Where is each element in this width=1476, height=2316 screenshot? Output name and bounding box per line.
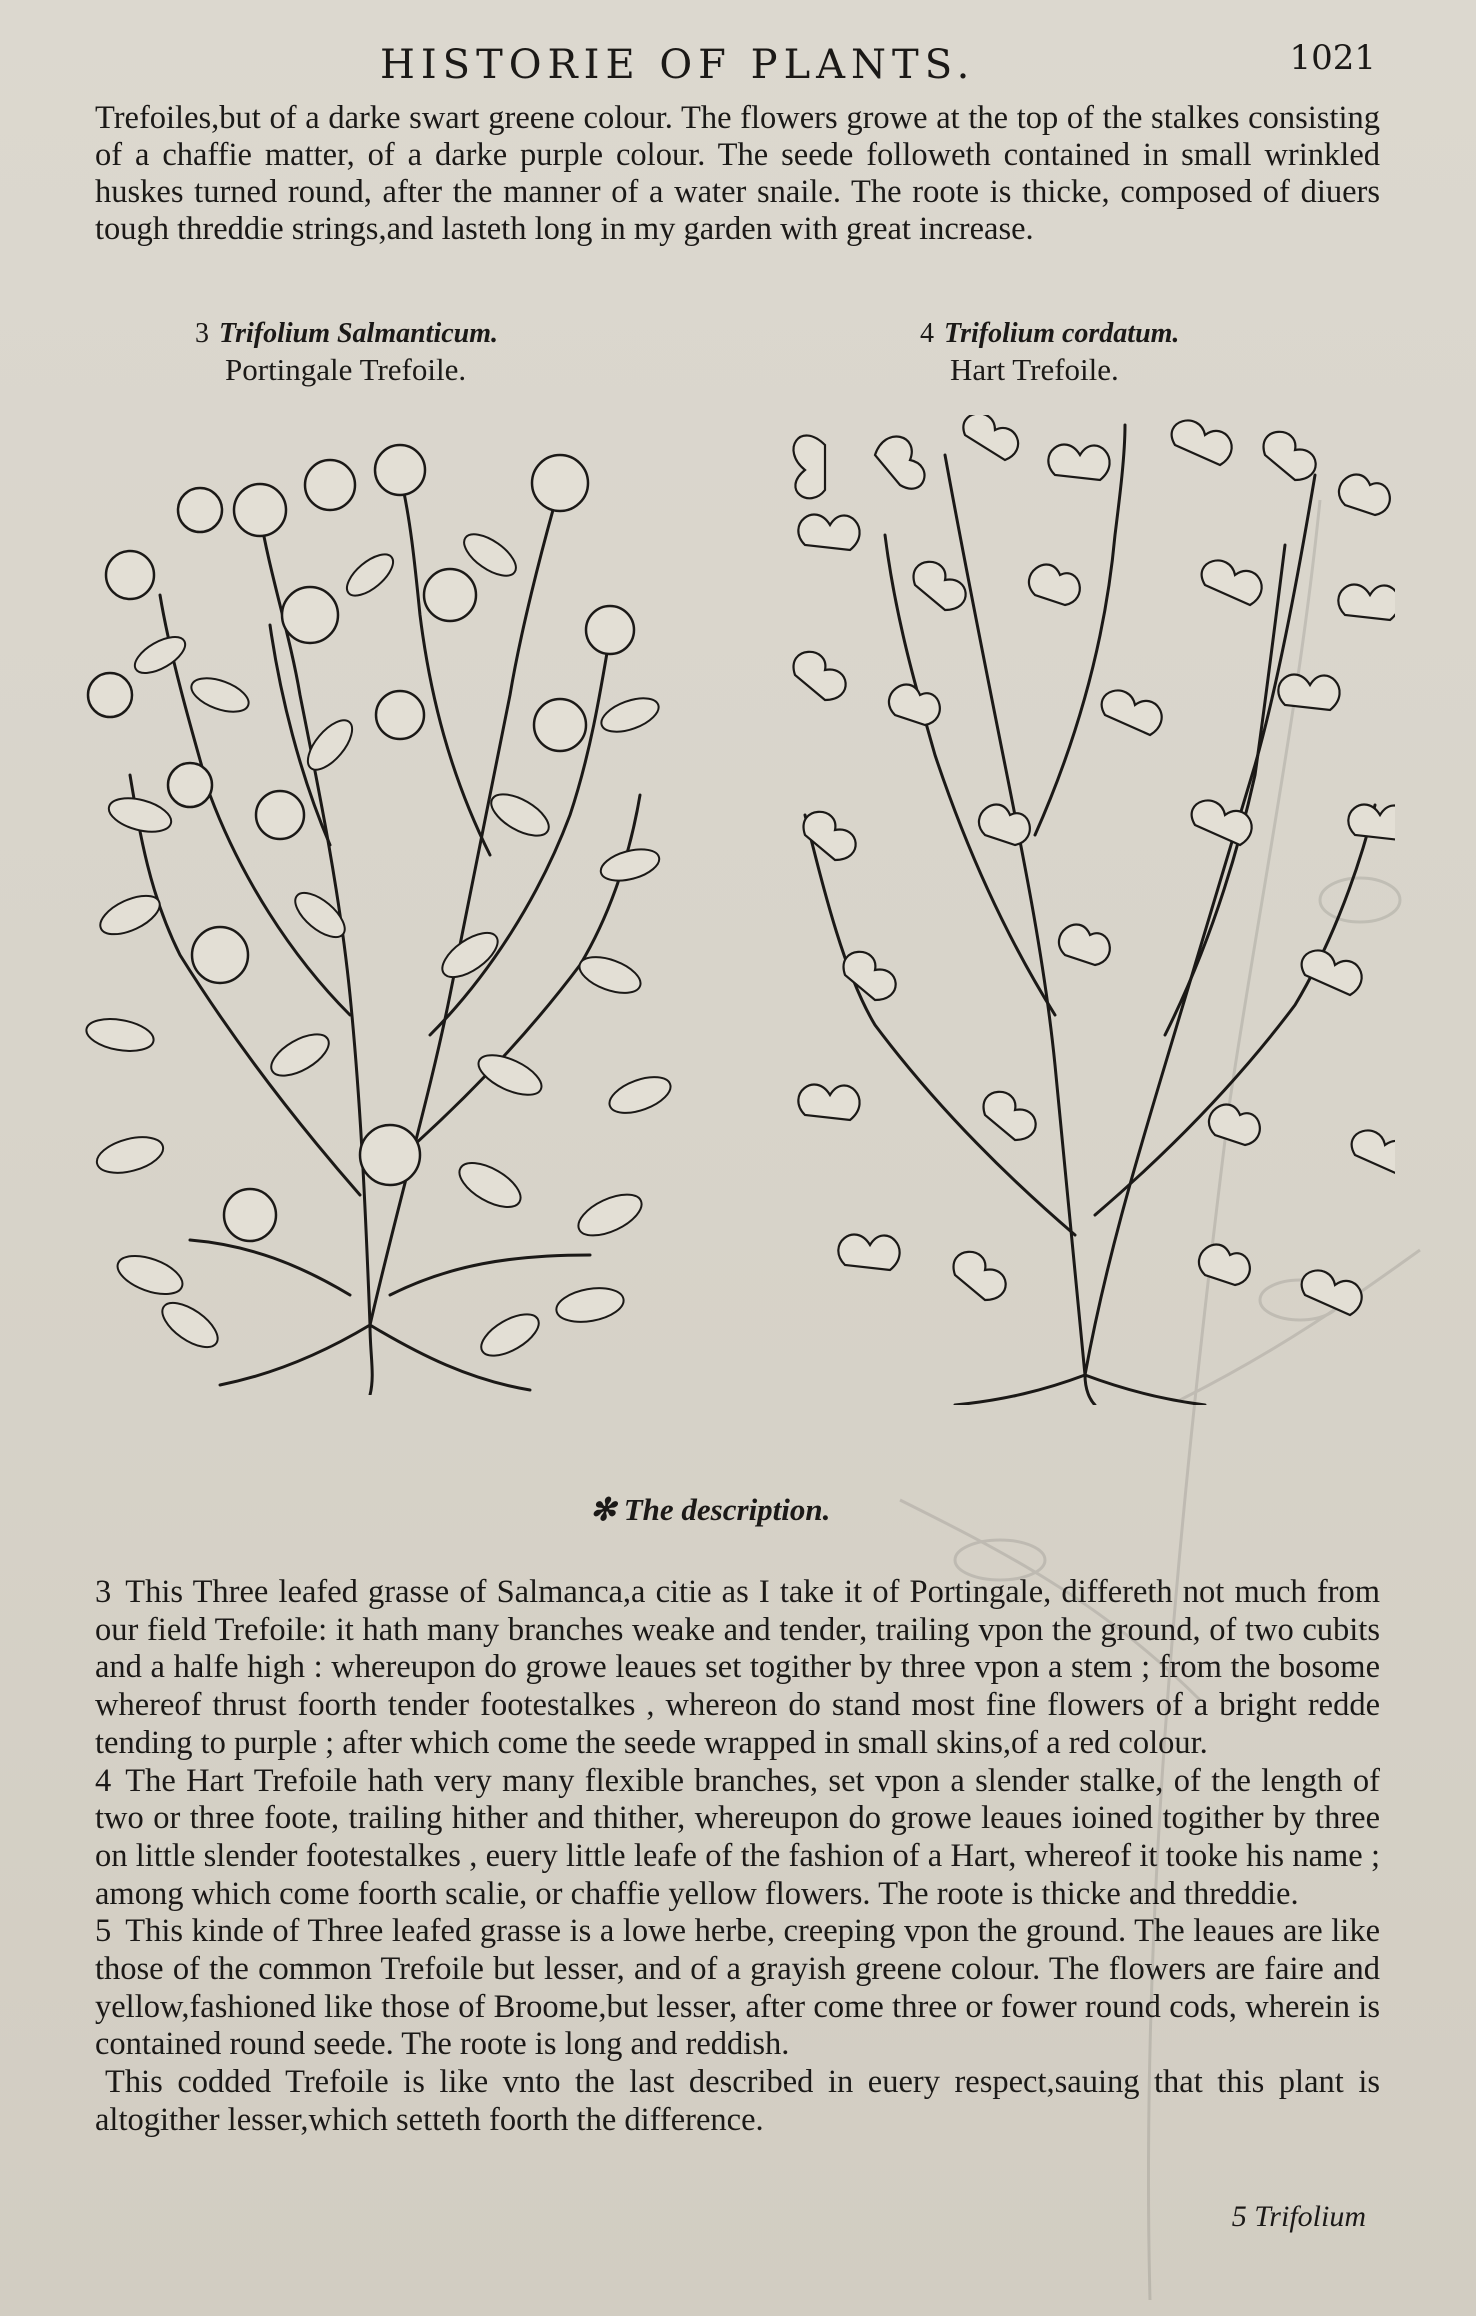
description-paragraph xyxy=(95,2064,1380,2139)
catchword: 5 Trifolium xyxy=(1231,2200,1366,2233)
paragraph-number: 3 xyxy=(95,1574,112,1610)
figure-common-name: Hart Trefoile. xyxy=(950,352,1119,387)
page-header xyxy=(0,38,1476,98)
section-heading: ✻ The description. xyxy=(590,1492,831,1527)
description-text xyxy=(95,1574,1380,2140)
hart-trefoile-woodcut xyxy=(785,415,1395,1405)
figure-number: 3 xyxy=(195,318,209,349)
figure-caption-4 xyxy=(920,316,1179,388)
figure-latin-name xyxy=(920,316,1179,352)
description-paragraph xyxy=(95,1913,1380,2064)
latin-name-text: Trifolium Salmanticum. xyxy=(219,318,499,349)
figure-number: 4 xyxy=(920,318,934,349)
portingale-trefoile-woodcut xyxy=(70,395,690,1395)
page-number: 1021 xyxy=(1289,38,1376,78)
running-title: HISTORIE OF PLANTS. xyxy=(380,42,976,88)
paragraph-text: This codded Trefoile is like vnto the last described in euery respect,sauing that this plant is altogither lesser,which setteth foorth the difference. xyxy=(95,2064,1380,2138)
paragraph-text: This kinde of Three leafed grasse is a lowe herbe, creeping vpon the ground. The leaues are like those of the common Trefoile but lesser, and of a grayish greene colour. The flowers are faire and yellow,fashioned like those of Broome,but lesser, after come three or fower round cods, wherein is contained round seede. The roote is long and reddish. xyxy=(95,1913,1380,2063)
intro-paragraph: Trefoiles,but of a darke swart greene colour. The flowers growe at the top of the stalkes consisting of a chaffie matter, of a darke purple colour. The seede followeth contained in small wrinkled huskes turned round, after the manner of a water snaile. The roote is thicke, composed of diuers tough threddie strings,and lasteth long in my garden with great increase. xyxy=(95,100,1380,247)
section-heading-text: The description. xyxy=(623,1492,831,1527)
paragraph-number: 4 xyxy=(95,1762,112,1799)
latin-name-text: Trifolium cordatum. xyxy=(944,318,1180,349)
paragraph-number: 5 xyxy=(95,1913,112,1950)
figure-caption-3 xyxy=(195,316,498,388)
figure-common-name: Portingale Trefoile. xyxy=(225,352,467,387)
paragraph-text: This Three leafed grasse of Salmanca,a citie as I take it of Portingale, differeth not much from our field Trefoile: it hath many branches weake and tender, trailing vpon the ground, of two cubits and a halfe high : whereupon do growe leaues set togither by three vpon a stem ; from the bosome whereof thrust foorth tender footestalkes , whereon do stand most fine flowers of a bright redde tending to purple ; after which come the seede wrapped in small skins,of a red colour. xyxy=(95,1574,1380,1761)
description-paragraph xyxy=(95,1574,1380,1763)
description-paragraph xyxy=(95,1763,1380,1914)
paragraph-text: The Hart Trefoile hath very many flexible branches, set vpon a slender stalke, of the length of two or three foote, trailing hither and thither, whereupon do growe leaues ioined togither by three on little slender footestalkes , euery little leafe of the fashion of a Hart, whereof it tooke his name ; among which come foorth scalie, or chaffie yellow flowers. The roote is thicke and threddie. xyxy=(95,1762,1380,1912)
figure-latin-name xyxy=(195,316,498,352)
